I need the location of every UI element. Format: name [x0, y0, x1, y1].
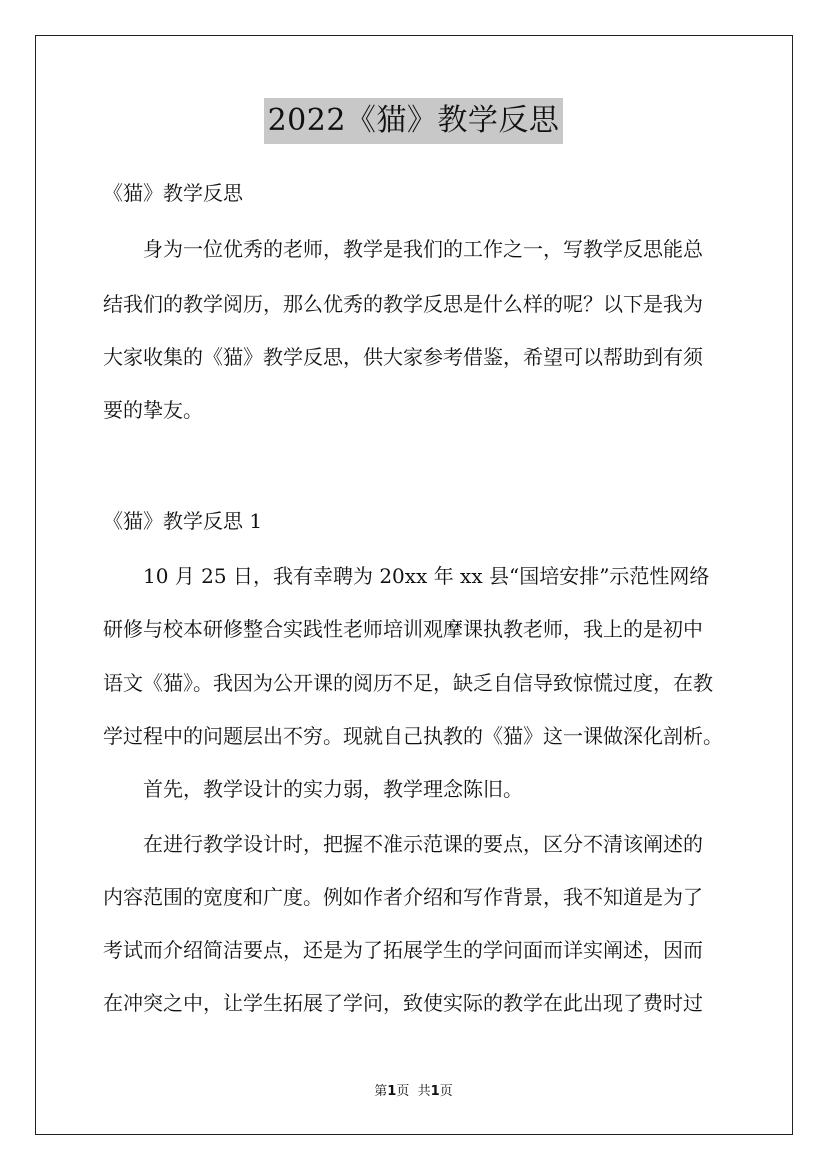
page-suffix: 页 [396, 1084, 410, 1099]
paragraph-line: 在冲突之中，让学生拓展了学问，致使实际的教学在此出现了费时过 [103, 991, 703, 1015]
section-heading: 《猫》教学反思 1 [103, 509, 263, 533]
document-title: 2022《猫》教学反思 [264, 98, 564, 144]
paragraph-line: 学过程中的问题层出不穷。现就自己执教的《猫》这一课做深化剖析。 [103, 724, 723, 748]
page-prefix: 第 [374, 1084, 388, 1099]
total-prefix: 共 [417, 1084, 431, 1099]
paragraph-line: 内容范围的宽度和广度。例如作者介绍和写作背景，我不知道是为了 [103, 885, 703, 909]
paragraph-line: 首先，教学设计的实力弱，教学理念陈旧。 [143, 777, 523, 801]
paragraph-line: 在进行教学设计时，把握不准示范课的要点，区分不清该阐述的 [143, 832, 703, 856]
section-heading: 《猫》教学反思 [103, 181, 243, 205]
total-pages: 1 [430, 1084, 440, 1099]
page-number: 1 [387, 1084, 397, 1099]
paragraph-line: 10 月 25 日，我有幸聘为 20xx 年 xx 县“国培安排”示范性网络 [143, 564, 710, 588]
paragraph-line: 要的挚友。 [103, 398, 203, 422]
paragraph-line: 考试而介绍简洁要点，还是为了拓展学生的学问面而详实阐述，因而 [103, 938, 703, 962]
paragraph-line: 研修与校本研修整合实践性老师培训观摩课执教老师，我上的是初中 [103, 617, 703, 641]
paragraph-line: 语文《猫》。我因为公开课的阅历不足，缺乏自信导致惊慌过度，在教 [103, 671, 713, 695]
paragraph-line: 身为一位优秀的老师，教学是我们的工作之一，写教学反思能总 [143, 237, 703, 261]
title-container [0, 98, 827, 144]
page-footer [0, 1083, 827, 1101]
paragraph-line: 大家收集的《猫》教学反思，供大家参考借鉴，希望可以帮助到有须 [103, 345, 703, 369]
paragraph-line: 结我们的教学阅历，那么优秀的教学反思是什么样的呢？以下是我为 [103, 292, 703, 316]
total-suffix: 页 [439, 1084, 453, 1099]
